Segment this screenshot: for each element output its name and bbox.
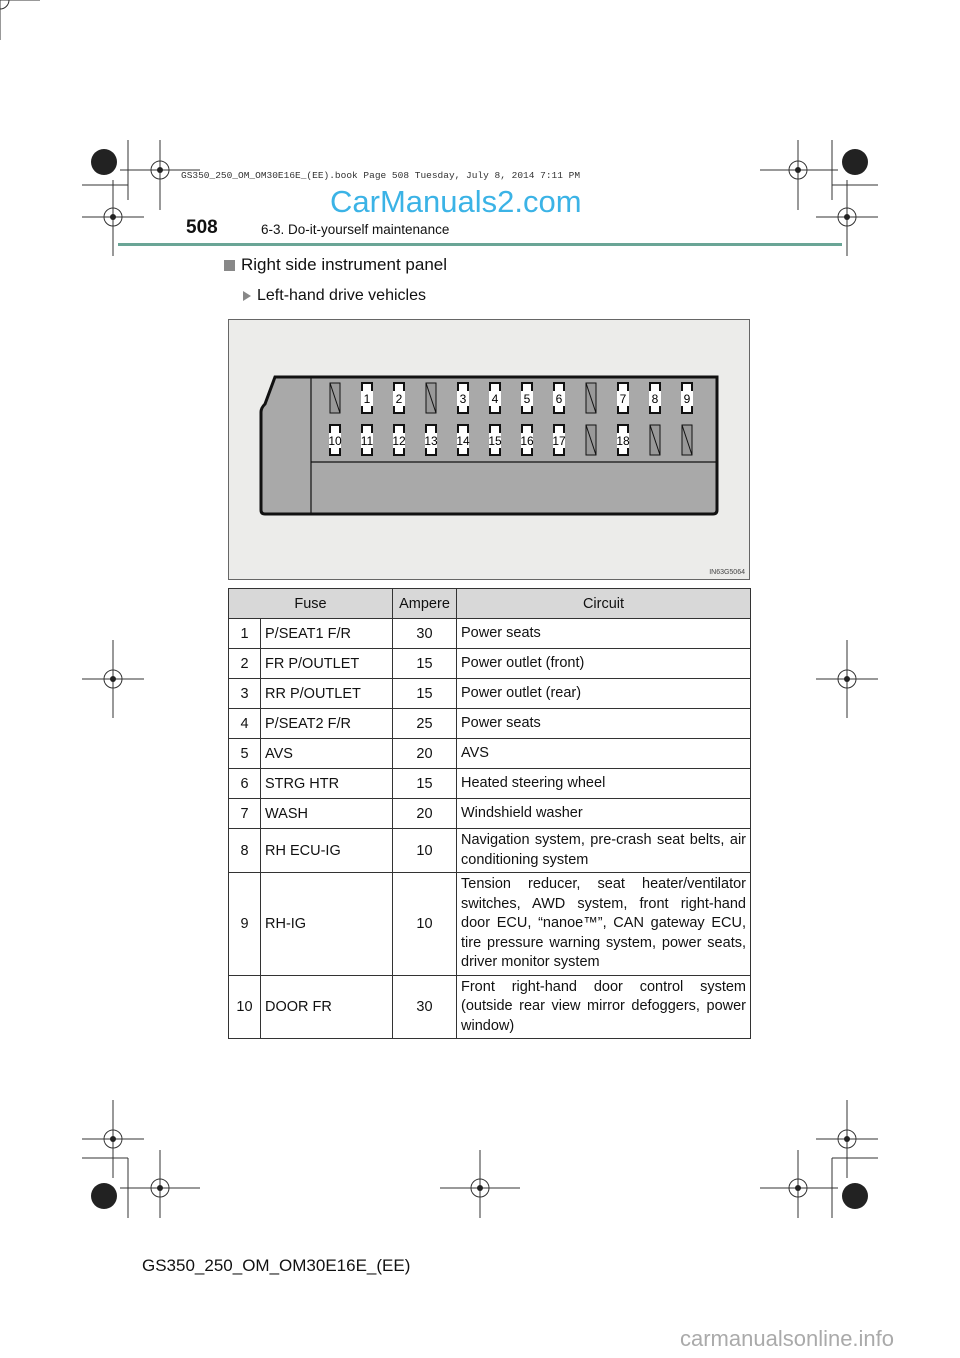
fuse-slot — [361, 425, 374, 455]
header-ampere: Ampere — [393, 589, 457, 619]
ampere: 20 — [393, 799, 457, 829]
table-row — [229, 829, 751, 873]
fuse-slot — [328, 425, 342, 455]
heading — [224, 255, 447, 275]
table-row — [229, 679, 751, 709]
fuse-name: STRG HTR — [261, 769, 393, 799]
fuse-label: 6 — [555, 392, 563, 406]
ampere: 10 — [393, 873, 457, 976]
ampere: 30 — [393, 975, 457, 1039]
section-title: 6-3. Do-it-yourself maintenance — [261, 222, 450, 237]
ampere: 15 — [393, 769, 457, 799]
ampere: 10 — [393, 829, 457, 873]
fuse-label: 17 — [552, 434, 566, 448]
fuse-name: AVS — [261, 739, 393, 769]
table-row — [229, 649, 751, 679]
header-rule — [118, 243, 842, 246]
fuse-name: P/SEAT2 F/R — [261, 709, 393, 739]
circuit: Power outlet (rear) — [457, 679, 751, 709]
circuit: Power seats — [457, 709, 751, 739]
square-bullet-icon — [224, 260, 235, 271]
fuse-name: FR P/OUTLET — [261, 649, 393, 679]
heading-text: Right side instrument panel — [241, 255, 448, 274]
fuse-label: 14 — [456, 434, 470, 448]
fuse-slot — [488, 425, 502, 455]
circuit: Tension reducer, seat heater/ventilator switches, AWD system, front right-hand door ECU, “nanoe™”, CAN gateway ECU, tire pressure warning system, power seats, driver monitor system — [457, 873, 751, 976]
fuse-name: P/SEAT1 F/R — [261, 619, 393, 649]
circuit: Navigation system, pre-crash seat belts, air conditioning system — [457, 829, 751, 873]
empty-fuse-slot — [426, 383, 436, 413]
fuse-label: 1 — [363, 392, 371, 406]
fuse-label: 16 — [520, 434, 534, 448]
table-row — [229, 709, 751, 739]
fuse-label: 2 — [395, 392, 403, 406]
fuse-number: 3 — [229, 679, 261, 709]
watermark: CarManuals2.com — [330, 184, 582, 219]
circuit: Heated steering wheel — [457, 769, 751, 799]
empty-fuse-slot — [330, 383, 340, 413]
fuse-label: 8 — [651, 392, 659, 406]
table-row — [229, 975, 751, 1039]
ampere: 25 — [393, 709, 457, 739]
ampere: 30 — [393, 619, 457, 649]
fuse-label: 10 — [328, 434, 342, 448]
fuse-table — [228, 588, 751, 1039]
fuse-number: 4 — [229, 709, 261, 739]
fuse-label: 11 — [360, 434, 374, 448]
fuse-number: 5 — [229, 739, 261, 769]
empty-fuse-slot — [650, 425, 660, 455]
fuse-slot — [617, 383, 629, 413]
ampere: 15 — [393, 679, 457, 709]
fuse-number: 10 — [229, 975, 261, 1039]
empty-fuse-slot — [682, 425, 692, 455]
fuse-label: 4 — [491, 392, 499, 406]
fuse-slot — [616, 425, 630, 455]
fuse-name: RR P/OUTLET — [261, 679, 393, 709]
fuse-name: RH ECU-IG — [261, 829, 393, 873]
ampere: 20 — [393, 739, 457, 769]
table-header-row — [229, 589, 751, 619]
circuit: Front right-hand door control system (outside rear view mirror defoggers, power window) — [457, 975, 751, 1039]
empty-fuse-slot — [586, 425, 596, 455]
fuse-slot — [392, 425, 406, 455]
subheading — [243, 287, 426, 305]
fuse-slot — [553, 383, 565, 413]
footer-code: GS350_250_OM_OM30E16E_(EE) — [142, 1256, 411, 1275]
header-fuse: Fuse — [229, 589, 393, 619]
table-row — [229, 873, 751, 976]
circuit: Windshield washer — [457, 799, 751, 829]
fuse-label: 9 — [683, 392, 691, 406]
fuse-label: 7 — [619, 392, 627, 406]
fuse-number: 9 — [229, 873, 261, 976]
table-row — [229, 769, 751, 799]
empty-fuse-slot — [586, 383, 596, 413]
fuse-number: 8 — [229, 829, 261, 873]
fuse-label: 18 — [616, 434, 630, 448]
table-row — [229, 739, 751, 769]
fuse-slot — [552, 425, 566, 455]
circuit: Power outlet (front) — [457, 649, 751, 679]
fuse-number: 6 — [229, 769, 261, 799]
fuse-label: 12 — [392, 434, 406, 448]
table-row — [229, 799, 751, 829]
fuse-label: 13 — [424, 434, 438, 448]
fuse-slot — [649, 383, 661, 413]
fuse-label: 15 — [488, 434, 502, 448]
fuse-name: DOOR FR — [261, 975, 393, 1039]
fuse-name: WASH — [261, 799, 393, 829]
fuse-slot — [457, 383, 469, 413]
circuit: Power seats — [457, 619, 751, 649]
fuse-number: 2 — [229, 649, 261, 679]
fuse-slot — [489, 383, 501, 413]
table-row — [229, 619, 751, 649]
fuse-label: 3 — [459, 392, 467, 406]
header-circuit: Circuit — [457, 589, 751, 619]
fuse-number: 1 — [229, 619, 261, 649]
fuse-name: RH-IG — [261, 873, 393, 976]
ampere: 15 — [393, 649, 457, 679]
fuse-number: 7 — [229, 799, 261, 829]
subheading-text: Left-hand drive vehicles — [257, 287, 426, 304]
site-watermark: carmanualsonline.info — [680, 1326, 895, 1351]
fuse-label: 5 — [523, 392, 531, 406]
fuse-slot — [393, 383, 405, 413]
page-number: 508 — [186, 217, 218, 238]
figure-id: IN63G5064 — [709, 569, 745, 576]
fuse-slot — [520, 425, 534, 455]
fuse-slot — [424, 425, 438, 455]
circuit: AVS — [457, 739, 751, 769]
book-info-line: GS350_250_OM_OM30E16E_(EE).book Page 508 Tuesday, July 8, 2014 7:11 PM — [181, 170, 581, 181]
fuse-slot — [681, 383, 693, 413]
triangle-bullet-icon — [243, 291, 251, 301]
fuse-slot — [361, 383, 373, 413]
fuse-slot — [456, 425, 470, 455]
fuse-slot — [521, 383, 533, 413]
fuse-box-figure — [228, 319, 750, 580]
fuse-box-diagram — [229, 320, 749, 579]
